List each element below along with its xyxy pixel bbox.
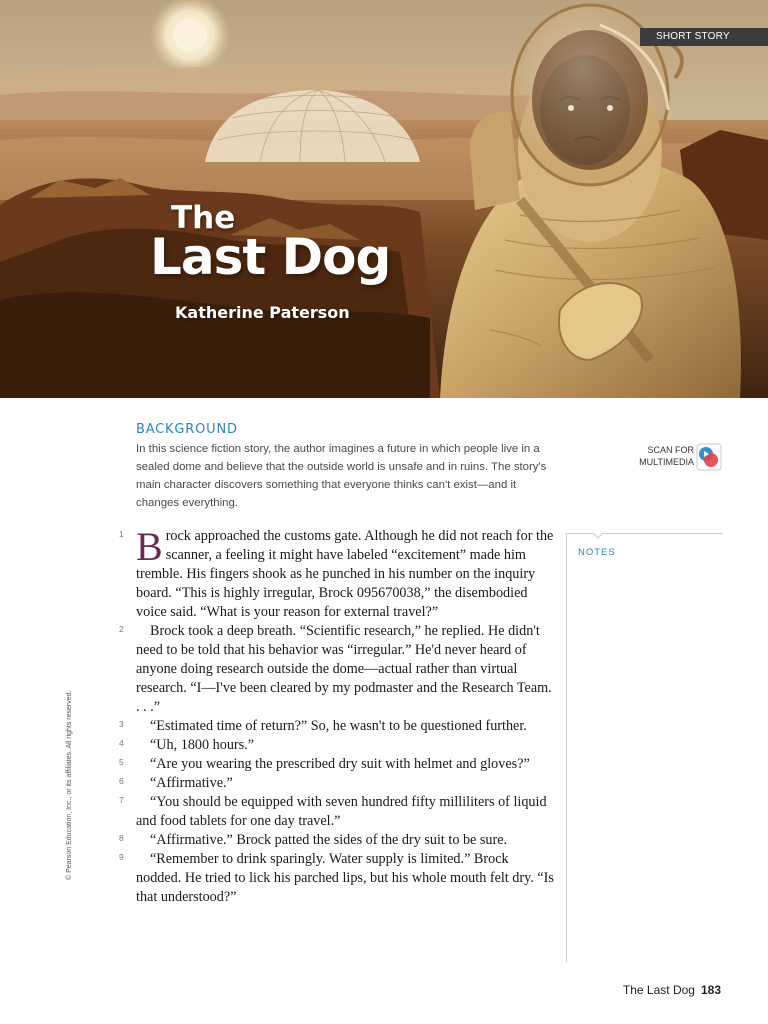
paragraph [119, 524, 556, 622]
paragraph [119, 850, 556, 907]
paragraph-number: 4 [119, 738, 124, 748]
paragraph-text: rock approached the customs gate. Although he did not reach for the scanner, a feeling it might have labeled “excitement” made him tremble. His fingers shook as he punched in his number on the inquiry board. “This is highly irregular, Brock 095670038,” the disembodied voice said. “What is your reason for external travel?” [136, 528, 554, 620]
story-title: Last Dog [150, 228, 391, 286]
paragraph-number: 5 [119, 757, 124, 767]
notes-label: NOTES [578, 547, 616, 558]
paragraph-text: “Affirmative.” [150, 775, 233, 791]
page-footer [623, 983, 721, 997]
paragraph [119, 793, 556, 831]
story-text [0, 524, 768, 907]
paragraph-number: 6 [119, 776, 124, 786]
section-label: SHORT STORY [640, 28, 768, 46]
paragraph [119, 717, 556, 736]
scan-for-multimedia-label: SCAN FOR MULTIMEDIA [639, 445, 694, 467]
paragraph-text: “Uh, 1800 hours.” [150, 737, 255, 753]
paragraph-number: 8 [119, 833, 124, 843]
paragraph-number: 1 [119, 529, 124, 539]
paragraph [119, 774, 556, 793]
paragraph [119, 622, 556, 717]
multimedia-icon[interactable] [696, 443, 722, 471]
paragraph-text: “Are you wearing the prescribed dry suit with helmet and gloves?” [150, 756, 530, 772]
footer-title: The Last Dog [622, 983, 695, 997]
paragraph-number: 9 [119, 852, 124, 862]
paragraph [119, 755, 556, 774]
title-small: The [171, 200, 236, 236]
drop-cap: B [136, 524, 163, 569]
paragraph [119, 831, 556, 850]
background-heading: BACKGROUND [136, 422, 238, 437]
paragraph-text: “Affirmative.” Brock patted the sides of the dry suit to be sure. [150, 832, 508, 848]
paragraph [119, 736, 556, 755]
desert-landscape-illustration [0, 0, 768, 398]
paragraph-text: “Estimated time of return?” So, he wasn't to be questioned further. [150, 718, 527, 734]
author-name: Katherine Paterson [175, 303, 350, 322]
paragraph-text: Brock took a deep breath. “Scientific research,” he replied. He didn't need to be told that his behavior was “irregular.” He'd never heard of anyone doing research outside the dome—actual rather than virtual research. “I—I've been cleared by my podmaster and the Research Team. . . .” [136, 623, 552, 715]
paragraph-text: “Remember to drink sparingly. Water supply is limited.” Brock nodded. He tried to lick his parched lips, but his whole mouth felt dry. “Is that understood?” [136, 851, 554, 905]
paragraph-number: 2 [119, 624, 124, 634]
hero-illustration [0, 0, 768, 398]
background-text: In this science fiction story, the author imagines a future in which people live in a sealed dome and believe that the outside world is unsafe and in ruins. The story's main character discovers something that everyone thinks can't exist—and it changes everything. [136, 443, 547, 509]
copyright-notice: © Pearson Education, Inc., or its affiliates. All rights reserved. [66, 690, 73, 880]
paragraph-text: “You should be equipped with seven hundred fifty milliliters of liquid and food tablets for one day travel.” [136, 794, 547, 829]
paragraph-number: 3 [119, 719, 124, 729]
paragraph-number: 7 [119, 795, 124, 805]
page-number: 183 [700, 983, 721, 997]
